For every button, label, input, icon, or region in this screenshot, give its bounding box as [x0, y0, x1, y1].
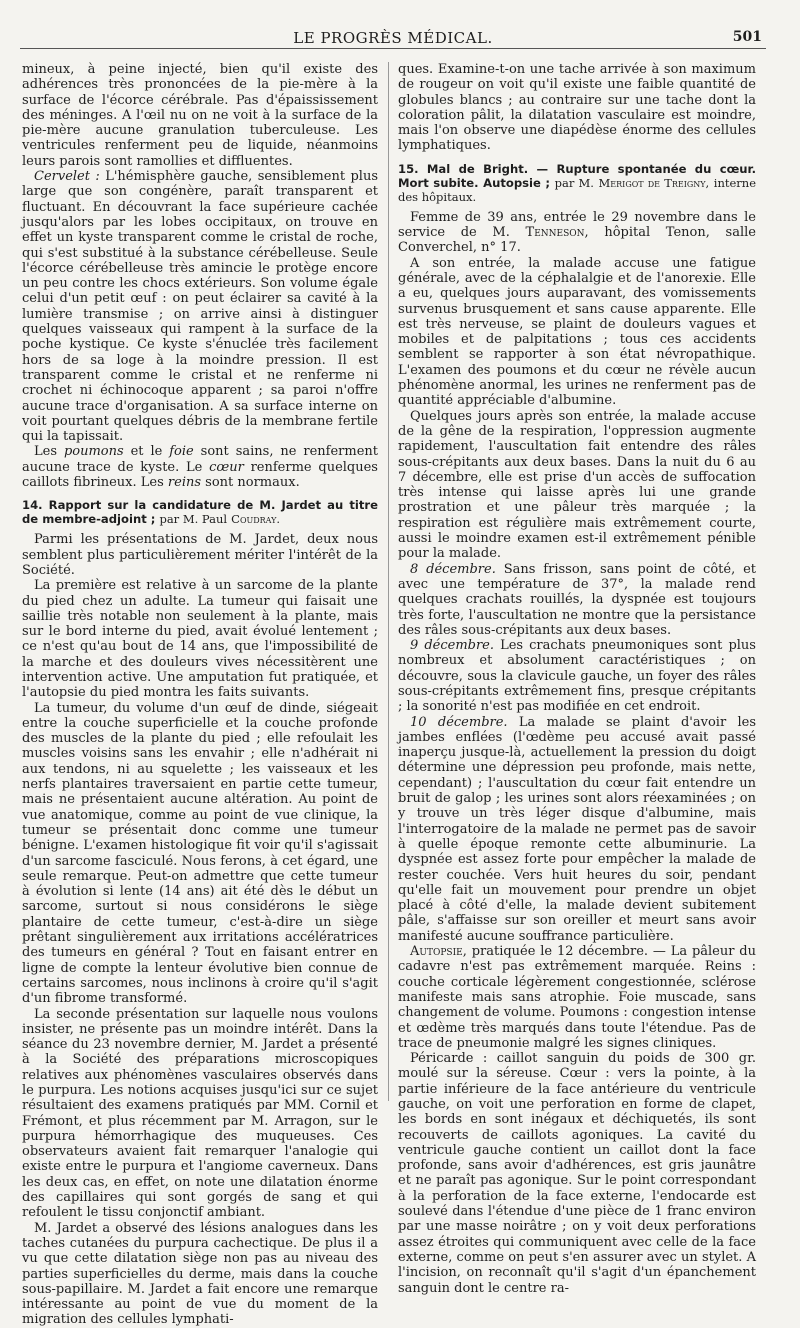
text-run: hôpital Tenon, salle Converchel, n° 17.: [398, 225, 756, 256]
paragraph: mineux, à peine injecté, bien qu'il existe des adhérences très prononcées de la pie-mère à la surface de l'écorce cérébrale. Pas d'épaississement des méninges. A l'œil nu on ne voit à la surface de la pie-mère aucune granulation tuberculeuse. Les ventricules renferment peu de liquide, néanmoins leurs parois sont ramollies et diffluentes.: [22, 62, 378, 169]
paragraph: M. Jardet a observé des lésions analogues dans les taches cutanées du purpura cachectique. De plus il a vu que cette dilatation siège non pas au niveau des parties superficielles du derme, mais dans la couche sous-papillaire. M. Jardet a fait encore une remarque intéressante au point de vue du moment de la migration des cellules lymphati-: [22, 1220, 378, 1328]
paragraph: [398, 210, 756, 256]
date-lead: 8 décembre.: [410, 561, 496, 577]
paragraph-text: L'hémisphère gauche, sensiblement plus large que son congénère, paraît transparent et fluctuant. En découvrant la face supérieure cachée jusqu'alors par les lobes occipitaux, on trouve en effet un kyste transparent comme le cristal de roche, qui s'est substitué à la substance cérébelleuse. Seule l'écorce cérébelleuse très amincie le protège encore un peu contre les chocs extérieurs. Son volume égale celui d'un petit œuf : on peut éclairer sa cavité à la lumière transmise ; on arrive ainsi à distinguer quelques vaisseaux qui rampent à la surface de la poche kystique. Ce kyste s'énuclée très facilement hors de sa loge à la moindre pression. Il est transparent comme le cristal et ne renferme ni crochet ni échinocoque apparent ; sa paroi n'offre aucune trace d'organisation. A sa surface interne on voit pourtant quelques débris de la membrane fertile qui la tapissait.: [22, 169, 378, 445]
byline: par M.: [554, 175, 594, 190]
paragraph: Péricarde : caillot sanguin du poids de 300 gr. moulé sur la séreuse. Cœur : vers la pointe, à la partie inférieure de la face antérieure du ventricule gauche, on voit une perforation en forme de clapet, les bords en sont inégaux et déchiquetés, ils sont recouverts de caillots agoniques. La cavité du ventricule gauche contient un caillot dont la face profonde, sans avoir d'adhérences, est gris jaunâtre et ne paraît pas agonique. Sur le point correspondant à la perforation de la face externe, l'endocarde est soulevé dans l'étendue d'une pièce de 1 franc environ par une masse noirâtre ; on y voit deux perforations assez étroites qui communiquent avec celle de la face externe, comme on peut s'en assurer avec un stylet. A l'incision, on reconnaît qu'il s'agit d'un épanchement sanguin dont le centre ra-: [398, 1051, 756, 1296]
emphasis: cœur: [209, 459, 244, 475]
date-lead: 9 décembre.: [410, 638, 495, 654]
text-run: Les crachats pneumoniques sont plus nombreux et absolument caractéristiques ; on découvre, sous la clavicule gauche, un foyer des râles sous-crépitants extrêmement fins, presque crépitants ; la sonorité n'est pas modifiée en cet endroit.: [398, 638, 756, 715]
paragraph-dated: [398, 562, 756, 638]
paragraph: Quelques jours après son entrée, la malade accuse de la gêne de la respiration, l'oppression augmente rapidement, l'auscultation fait entendre des râles sous-crépitants aux deux bases. Dans la nuit du 6 au 7 décembre, elle est prise d'un accès de suffocation très intense qui laisse après lui une grande prostration et une pâleur très marquée ; la respiration est régulière mais extrêmement courte, aussi le moindre examen est-il extrêmement pénible pour la malade.: [398, 408, 756, 562]
text-run: sont sains, ne renferment aucune trace de kyste. Le: [22, 444, 378, 475]
byline-tail: interne des hôpitaux.: [398, 175, 757, 204]
paragraph-organs: [22, 444, 378, 490]
paragraph: La tumeur, du volume d'un œuf de dinde, siégeait entre la couche superficielle et la couche profonde des muscles de la plante du pied ; elle refoulait les muscles voisins sans les envahir ; elle n'adhérait ni aux tendons, ni au squelette ; les vaisseaux et les nerfs plantaires traversaient en partie cette tumeur, mais ne présentaient aucune altération. Au point de vue anatomique, comme au point de vue clinique, la tumeur se présentait donc comme une tumeur bénigne. L'examen histologique fit voir qu'il s'agissait d'un sarcome fasciculé. Nous ferons, à cet égard, une seule remarque. Peut-on admettre que cette tumeur à évolution si lente (14 ans) ait été dès le début un sarcome, surtout si nous considérons le siège plantaire de cette tumeur, c'est-à-dire un siège prêtant singulièrement aux irritations accélératrices des tumeurs en général ? Tout en faisant entrer en ligne de compte la lenteur évolutive bien connue de certains sarcomes, nous inclinons à croire qu'il s'agit d'un fibrome transformé.: [22, 700, 378, 1007]
emphasis: poumons: [63, 444, 124, 460]
journal-title: LE PROGRÈS MÉDICAL.: [293, 29, 493, 47]
emphasis: reins: [167, 475, 202, 491]
paragraph-dated: [398, 715, 756, 944]
left-column: [22, 62, 378, 1328]
text-run: La malade se plaint d'avoir les jambes enflées (l'œdème peu accusé avait passé inaperçu jusque-là, actuellement la pression du doigt détermine une dépression peu profonde, mais nette, cependant) ; l'auscultation du cœur fait entendre un bruit de galop ; les urines sont alors réexaminées ; on y trouve un très léger disque d'albumine, mais l'interrogatoire de la malade ne permet pas de savoir à quelle époque remonte cette albuminurie. La dyspnée est assez forte pour empêcher la malade de rester couchée. Vers huit heures du soir, pendant qu'elle fait un mouvement pour prendre un objet placé à côté d'elle, la malade devient subitement pâle, s'affaisse sur son oreiller et meurt sans avoir manifesté aucune souffrance particulière.: [398, 714, 757, 944]
paragraph: La seconde présentation sur laquelle nous voulons insister, ne présente pas un moindre intérêt. Dans la séance du 23 novembre dernier, M. Jardet a présenté à la Société des préparations microscopiques relatives aux phénomènes vasculaires observés dans le purpura. Les notions acquises jusqu'ici sur ce sujet résultaient des examens pratiqués par MM. Cornil et Frémont, et plus récemment par M. Arragon, sur le purpura hémorrhagique des muqueuses. Ces observateurs avaient fait remarquer l'analogie qui existe entre le purpura et l'angiome caverneux. Dans les deux cas, en effet, on note une dilatation énorme des capillaires qui sont gorgés de sang et qui refoulent le tissu conjonctif ambiant.: [22, 1006, 378, 1221]
text-run: pratiquée le 12 décembre. — La pâleur du cadavre n'est pas extrêmement marquée. Reins : couche corticale légèrement congestionnée, sclérose manifeste mais sans atrophie. Foie muscade, sans changement de volume. Poumons : congestion intense et œdème très marqués dans toute l'étendue. Pas de trace de pneumonie malgré les signes cliniques.: [398, 944, 757, 1051]
text-run: Sans frisson, sans point de côté, et avec une température de 37°, la malade rend quelques crachats rouillés, la dyspnée est toujours très forte, l'auscultation ne montre que la persistance des râles sous-crépitants aux deux bases.: [398, 561, 756, 638]
author-name: Merigot de Treigny,: [598, 175, 710, 190]
paragraph-autopsy: [398, 944, 756, 1051]
column-divider: [388, 62, 389, 1101]
author-name: Coudray.: [231, 512, 281, 527]
paragraph-dated: [398, 638, 756, 714]
emphasis: foie: [169, 444, 194, 460]
text-run: Les: [34, 444, 57, 460]
paragraph: A son entrée, la malade accuse une fatigue générale, avec de la céphalalgie et de l'anorexie. Elle a eu, quelques jours auparavant, des vomissements survenus brusquement et sans cause apparente. Elle est très nerveuse, se plaint de douleurs vagues et mobiles et de palpitations ; tous ces accidents semblent se rapporter à son état névropathique. L'examen des poumons et du cœur ne révèle aucun phénomène anormal, les urines ne renferment pas de quantité appréciable d'albumine.: [398, 255, 756, 409]
text-run: renferme quelques caillots fibrineux. Les: [22, 459, 378, 491]
running-header: [20, 26, 766, 49]
text-run: et le: [130, 444, 163, 460]
paragraph-cervelet: [22, 169, 378, 444]
paragraph-lead: Autopsie,: [410, 944, 467, 960]
section-title: 15. Mal de Bright. — Rupture spontanée du cœur. Mort subite. Autopsie ;: [398, 161, 756, 190]
page-number: 501: [732, 29, 762, 45]
section-heading-15: [398, 162, 756, 204]
date-lead: 10 décembre.: [410, 714, 508, 730]
right-column: [398, 62, 757, 1296]
paragraph: ques. Examine-t-on une tache arrivée à son maximum de rougeur on voit qu'il existe une faible quantité de globules blancs ; au contraire sur une tache dont la coloration pâlit, la dilatation vasculaire est moindre, mais l'on observe une diapédèse énorme des cellules lymphatiques.: [398, 62, 756, 154]
paragraph-lead: Cervelet :: [34, 169, 100, 185]
person-name: Tenneson,: [525, 225, 589, 241]
text-run: sont normaux.: [205, 475, 300, 491]
text-run: Femme de 39 ans, entrée le 29 novembre dans le service de M.: [398, 209, 756, 241]
section-title: 14. Rapport sur la candidature de M. Jardet au titre de membre-adjoint ;: [22, 498, 378, 527]
paragraph: Parmi les présentations de M. Jardet, deux nous semblent plus particulièrement mériter l'intérêt de la Société.: [22, 532, 378, 578]
paragraph: La première est relative à un sarcome de la plante du pied chez un adulte. La tumeur qui faisait une saillie très notable non seulement à la plante, mais sur le bord interne du pied, avait évolué lentement ; ce n'est qu'au bout de 14 ans, que l'impossibilité de la marche et des douleurs vives nécessitèrent une intervention active. Une amputation fut pratiquée, et l'autopsie du pied montra les faits suivants.: [22, 578, 378, 701]
byline: par M. Paul: [159, 512, 228, 527]
section-heading-14: [22, 498, 378, 526]
